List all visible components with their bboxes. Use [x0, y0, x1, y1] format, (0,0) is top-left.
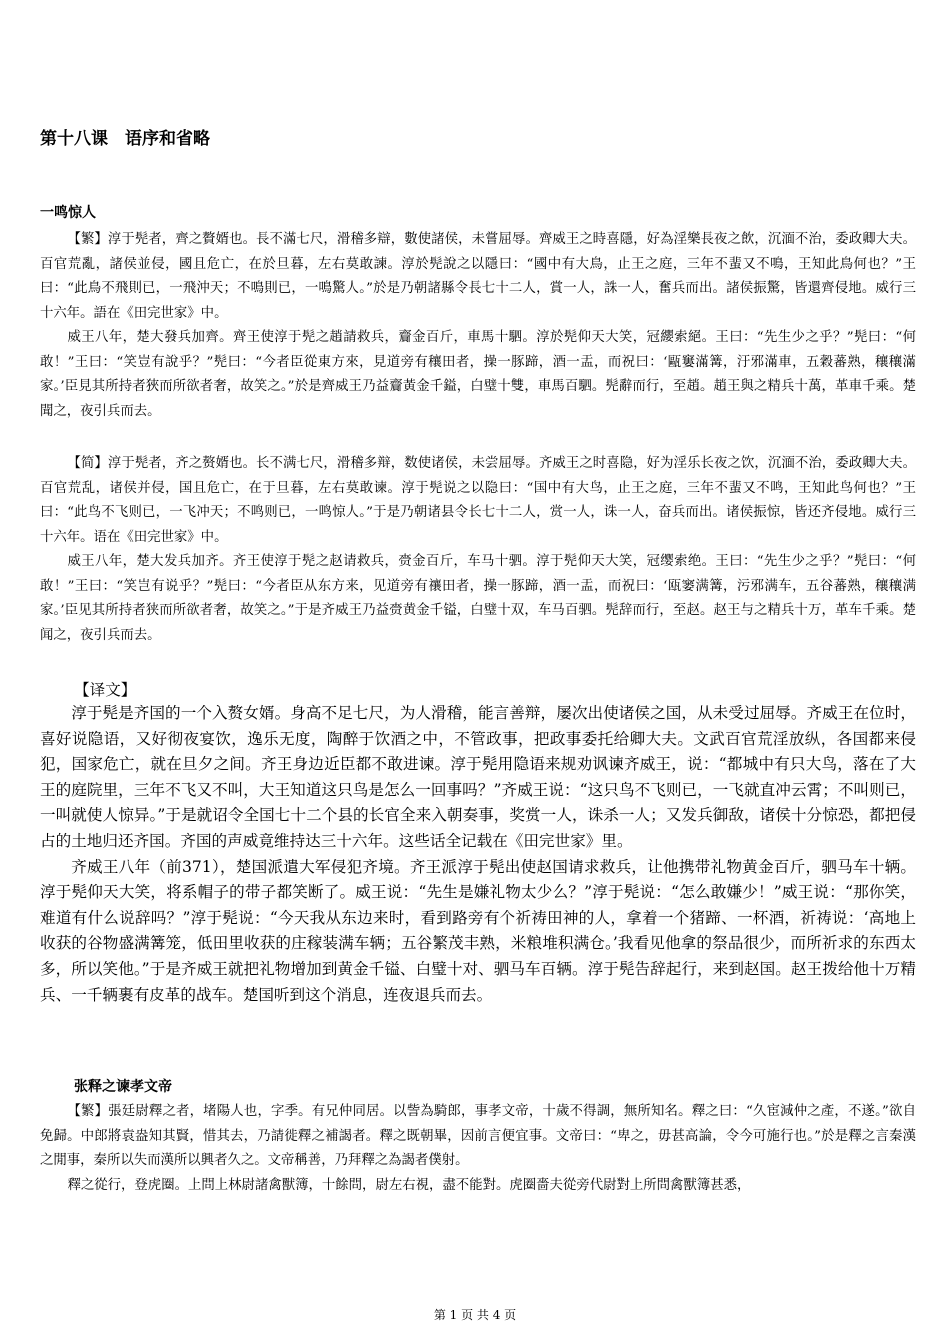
section-title-zhangshizhi: 张释之谏孝文帝	[74, 1079, 172, 1095]
page-footer: 第 1 页 共 4 页	[433, 1308, 517, 1322]
translation-heading: 【译文】	[74, 681, 137, 699]
page-title: 第十八课 语序和省略	[40, 129, 210, 149]
paragraph: 淳于髡是齐国的一个入赘女婿。身高不足七尺，为人滑稽，能言善辩，屡次出使诸侯之国，从未受过屈辱。齐威王在位时，喜好说隐语，又好彻夜宴饮，逸乐无度，陶醉于饮酒之中，不管政事，把政事委托给卿大夫。文武百官荒淫放纵，各国都来侵犯，国家危亡，就在旦夕之间。齐王身边近臣都不敢进谏。淳于髡用隐语来规劝讽谏齐威王，说：“都城中有只大鸟，落在了大王的庭院里，三年不飞又不叫，大王知道这只鸟是怎么一回事吗？”齐威王说：“这只鸟不飞则已，一飞就直冲云霄；不叫则已，一叫就使人惊异。”于是就诏令全国七十二个县的长官全来入朝奏事，奖赏一人，诛杀一人；又发兵御敌，诸侯十分惊恐，都把侵占的土地归还齐国。齐国的声威竟维持达三十六年。这些话全记载在《田完世家》里。	[40, 704, 916, 850]
paragraph: 釋之從行，登虎圈。上問上林尉諸禽獸簿，十餘問，尉左右視，盡不能對。虎圈嗇夫從旁代尉對上所問禽獸簿甚悉，	[67, 1177, 751, 1193]
translation-text-block	[40, 701, 916, 1008]
paragraph: 齐威王八年（前371），楚国派遣大军侵犯齐境。齐王派淳于髡出使赵国请求救兵，让他携带礼物黄金百斤，驷马车十辆。淳于髡仰天大笑，将系帽子的带子都笑断了。威王说：“先生是嫌礼物太少么？”淳于髡说：“怎么敢嫌少！”威王说：“那你笑，难道有什么说辞吗？”淳于髡说：“今天我从东边来时，看到路旁有个祈祷田神的人，拿着一个猪蹄、一杯酒，祈祷说：‘高地上收获的谷物盛满篝笼，低田里收获的庄稼装满车辆；五谷繁茂丰熟，米粮堆积满仓。’我看见他拿的祭品很少，而所祈求的东西太多，所以笑他。”于是齐威王就把礼物增加到黄金千镒、白璧十对、驷马车百辆。淳于髡告辞起行，来到赵国。赵王拨给他十万精兵、一千辆裹有皮革的战车。楚国听到这个消息，连夜退兵而去。	[40, 857, 916, 1004]
paragraph: 威王八年，楚大发兵加齐。齐王使淳于髡之赵请救兵，赍金百斤，车马十驷。淳于髡仰天大笑，冠缨索绝。王曰：“先生少之乎？”髡曰：“何敢！”王曰：“笑岂有说乎？”髡曰：“今者臣从东方来，见道旁有禳田者，操一豚蹄，酒一盂，而祝曰：‘瓯窭满篝，污邪满车，五谷蕃熟，穰穰满家。’臣见其所持者狭而所欲者奢，故笑之。”于是齐威王乃益赍黄金千镒，白璧十双，车马百驷。髡辞而行，至赵。赵王与之精兵十万，革车千乘。楚闻之，夜引兵而去。	[40, 554, 916, 643]
traditional-text-block-2	[40, 1100, 916, 1198]
paragraph: 威王八年，楚大發兵加齊。齊王使淳于髡之趙請救兵，齎金百斤，車馬十駟。淳於髡仰天大笑，冠纓索絕。王曰：“先生少之乎？”髡曰：“何敢！”王曰：“笑豈有說乎？”髡曰：“今者臣從東方來，見道旁有穰田者，操一豚蹄，酒一盂，而祝曰：‘甌窶滿篝，汙邪滿車，五穀蕃熟，穰穰滿家。’臣見其所持者狹而所欲者奢，故笑之。”於是齊威王乃益齎黃金千鎰，白璧十雙，車馬百駟。髡辭而行，至趙。趙王與之精兵十萬，革車千乘。楚聞之，夜引兵而去。	[40, 330, 916, 419]
traditional-text-block	[40, 228, 916, 424]
paragraph: 【繁】淳于髡者，齊之贅婿也。長不滿七尺，滑稽多辯，數使諸侯，未嘗屈辱。齊威王之時喜隱，好為淫樂長夜之飲，沉湎不治，委政卿大夫。百官荒亂，諸侯並侵，國且危亡，在於旦暮，左右莫敢諫。淳於髡說之以隱曰：“國中有大鳥，止王之庭，三年不蜚又不鳴，王知此鳥何也？”王曰：“此鳥不飛則已，一飛沖天；不鳴則已，一鳴驚人。”於是乃朝諸縣令長七十二人，賞一人，誅一人，奮兵而出。諸侯振驚，皆還齊侵地。威行三十六年。語在《田完世家》中。	[40, 232, 916, 321]
paragraph: 【繁】張廷尉釋之者，堵陽人也，字季。有兄仲同居。以訾為騎郎，事孝文帝，十歲不得調，無所知名。釋之曰：“久宦減仲之產，不遂。”欲自免歸。中郎將袁盎知其賢，惜其去，乃請徙釋之補謁者。釋之既朝畢，因前言便宜事。文帝曰：“卑之，毋甚高論，令今可施行也。”於是釋之言秦漢之閒事，秦所以失而漢所以興者久之。文帝稱善，乃拜釋之為謁者僕射。	[40, 1104, 916, 1168]
paragraph: 【简】淳于髡者，齐之赘婿也。长不满七尺，滑稽多辩，数使诸侯，未尝屈辱。齐威王之时喜隐，好为淫乐长夜之饮，沉湎不治，委政卿大夫。百官荒乱，诸侯并侵，国且危亡，在于旦暮，左右莫敢谏。淳于髡说之以隐曰：“国中有大鸟，止王之庭，三年不蜚又不鸣，王知此鸟何也？”王曰：“此鸟不飞则已，一飞冲天；不鸣则已，一鸣惊人。”于是乃朝诸县令长七十二人，赏一人，诛一人，奋兵而出。诸侯振惊，皆还齐侵地。威行三十六年。语在《田完世家》中。	[40, 456, 916, 545]
section-title-yimingjingren: 一鸣惊人	[40, 205, 96, 221]
simplified-text-block	[40, 452, 916, 648]
